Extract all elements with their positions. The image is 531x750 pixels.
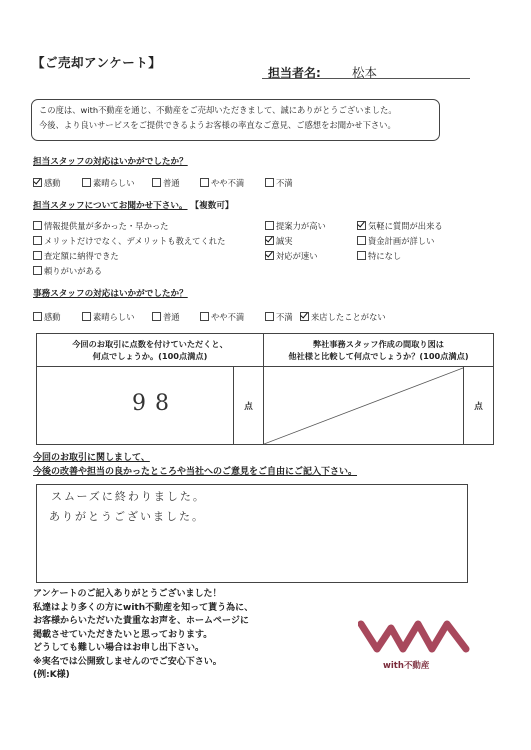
checkbox[interactable] — [152, 178, 161, 187]
score-transaction-value: 98 — [132, 391, 178, 416]
checkbox[interactable] — [265, 251, 274, 260]
checkbox[interactable] — [265, 236, 274, 245]
comment-box[interactable] — [36, 484, 468, 583]
checkbox[interactable] — [33, 221, 42, 230]
checkbox[interactable] — [33, 266, 42, 275]
q2-option-9[interactable]: 頼りがいがある — [33, 265, 102, 277]
score-header-floorplan: 弊社事務スタッフ作成の間取り図は 他社様と比較して何点でしょうか？(100点満点) — [264, 334, 494, 367]
staff-name-value: 松本 — [352, 65, 378, 80]
q2-option-8[interactable]: 特になし — [357, 250, 401, 262]
staff-name-underline — [262, 78, 470, 79]
checkbox[interactable] — [265, 312, 274, 321]
q3-option-1[interactable]: 素晴らしい — [82, 311, 135, 323]
q3-option-5[interactable]: 来店したことがない — [300, 311, 386, 323]
comment-line-1: スムーズに終わりました。 — [51, 490, 206, 503]
q1-question: 担当スタッフの対応はいかがでしたか？ — [33, 157, 188, 167]
checkbox[interactable] — [265, 178, 274, 187]
q1-option-3[interactable]: やや不満 — [200, 177, 244, 189]
q3-option-0[interactable]: 感動 — [33, 311, 61, 323]
survey-title: 【ご売却アンケート】 — [32, 55, 162, 70]
q3-option-2[interactable]: 普通 — [152, 311, 180, 323]
q2-option-5[interactable]: 資金計画が詳しい — [357, 235, 434, 247]
checkbox[interactable] — [82, 178, 91, 187]
checkbox[interactable] — [33, 312, 42, 321]
q1-option-2[interactable]: 普通 — [152, 177, 180, 189]
comment-line-2: ありがとうございました。 — [49, 510, 205, 523]
comment-heading: 今回のお取引に関しまして、 今後の改善や担当の良かったところや当社へのご意見をご自由にご記入下さい。 — [33, 453, 358, 477]
checkbox[interactable] — [82, 312, 91, 321]
checkbox[interactable] — [33, 236, 42, 245]
intro-box — [31, 99, 440, 141]
with-logo-icon — [358, 620, 470, 658]
intro-line-1: この度は、with不動産を通じ、不動産をご売却いただきまして、誠にありがとうございました。 — [39, 105, 397, 115]
score-transaction-cell[interactable] — [37, 367, 234, 445]
intro-line-2: 今後、より良いサービスをご提供できるようお客様の率直なご意見、ご感想をお聞かせ下さい。 — [39, 120, 396, 130]
checkbox[interactable] — [152, 312, 161, 321]
q2-question: 担当スタッフについてお聞かせ下さい。 【複数可】 — [33, 201, 234, 211]
strike-line — [264, 367, 463, 445]
q2-option-1[interactable]: 提案力が高い — [265, 220, 326, 232]
checkbox[interactable] — [33, 178, 42, 187]
q2-option-6[interactable]: 査定額に納得できた — [33, 250, 119, 262]
q2-option-0[interactable]: 情報提供量が多かった・早かった — [33, 220, 168, 232]
score-unit-right: 点 — [464, 367, 494, 445]
score-unit-left: 点 — [234, 367, 264, 445]
q3-option-4[interactable]: 不満 — [265, 311, 293, 323]
checkbox[interactable] — [200, 312, 209, 321]
q2-option-7[interactable]: 対応が速い — [265, 250, 318, 262]
score-table — [36, 333, 494, 445]
checkbox[interactable] — [357, 251, 366, 260]
q3-question: 事務スタッフの対応はいかがでしたか？ — [33, 289, 188, 299]
checkbox[interactable] — [200, 178, 209, 187]
score-header-transaction: 今回のお取引に点数を付けていただくと、 何点でしょうか。(100点満点) — [37, 334, 264, 367]
q1-option-0[interactable]: 感動 — [33, 177, 61, 189]
q2-option-4[interactable]: 誠実 — [265, 235, 293, 247]
score-floorplan-cell[interactable] — [264, 367, 464, 445]
q1-option-4[interactable]: 不満 — [265, 177, 293, 189]
q3-option-3[interactable]: やや不満 — [200, 311, 244, 323]
thanks-message: アンケートのご記入ありがとうございました！ 私達はより多くの方にwith不動産を知って貰う為に、 お客様からいただいた貴重なお声を、ホームページに 掲載させていただきたいと思っております。 どうしても難しい場合はお申し出下さい。 ※実名では公開致しませんのでご安心下さい。 (例:K様) — [33, 589, 254, 680]
q1-option-1[interactable]: 素晴らしい — [82, 177, 135, 189]
checkbox[interactable] — [300, 312, 309, 321]
checkbox[interactable] — [357, 236, 366, 245]
logo-text: with不動産 — [383, 661, 430, 671]
checkbox[interactable] — [265, 221, 274, 230]
staff-name-label: 担当者名: — [268, 66, 321, 80]
q2-option-2[interactable]: 気軽に質問が出来る — [357, 220, 443, 232]
checkbox[interactable] — [33, 251, 42, 260]
q2-option-3[interactable]: メリットだけでなく、デメリットも教えてくれた — [33, 235, 225, 247]
checkbox[interactable] — [357, 221, 366, 230]
